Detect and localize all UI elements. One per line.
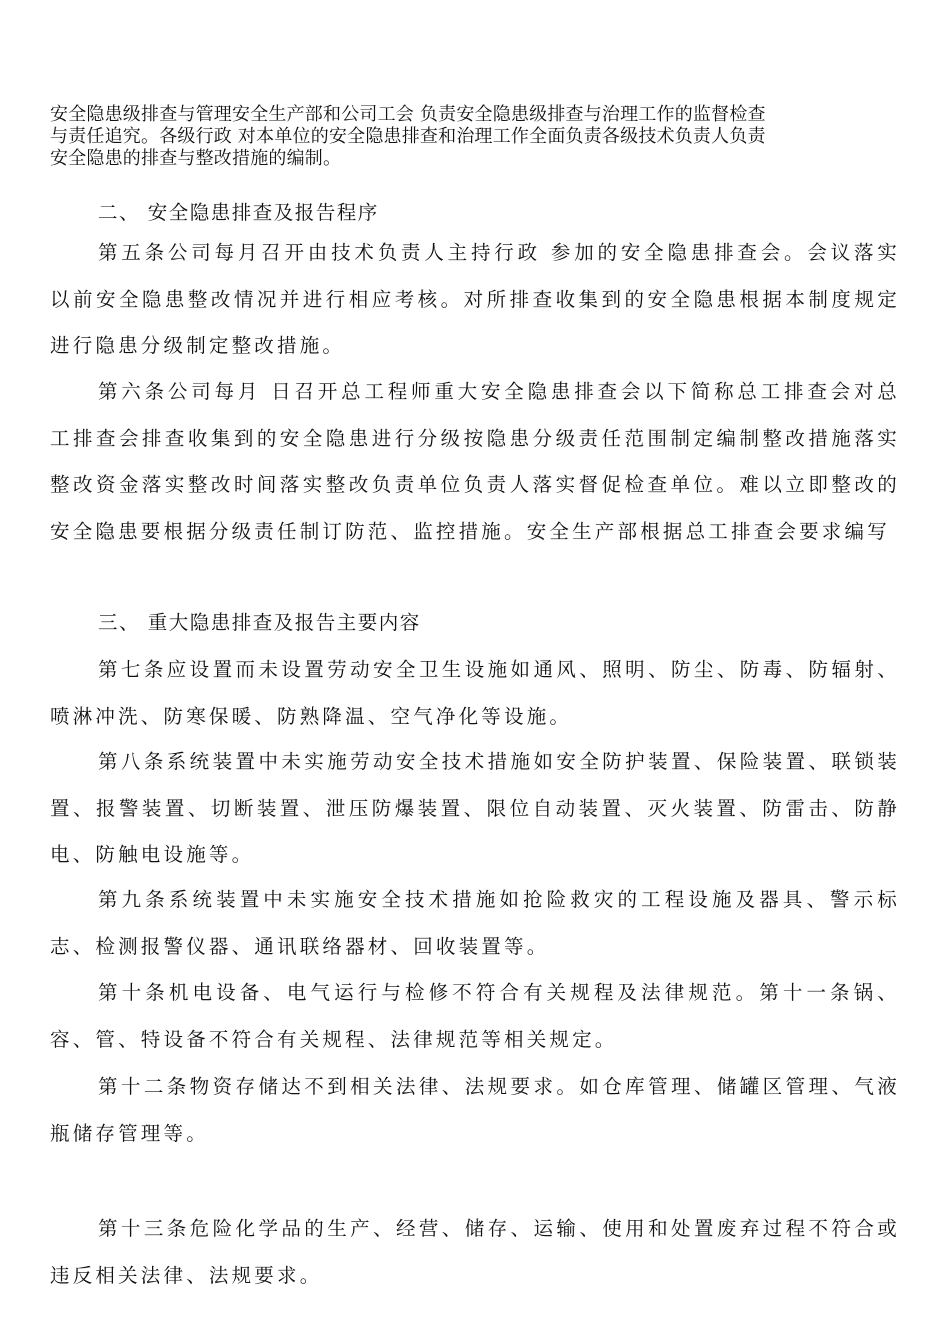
section-2-heading: 二、 安全隐患排查及报告程序	[98, 201, 379, 224]
article-7-paragraph: 第七条应设置而未设置劳动安全卫生设施如通风、照明、防尘、防毒、防辐射、喷淋冲洗、防寒保暖、防熟降温、空气净化等设施。	[50, 658, 900, 728]
article-8-paragraph: 第八条系统装置中未实施劳动安全技术措施如安全防护装置、保险装置、联锁装置、报警装置、切断装置、泄压防爆装置、限位自动装置、灭火装置、防雷击、防静电、防触电设施等。	[50, 750, 900, 866]
article-9-paragraph: 第九条系统装置中未实施安全技术措施如抢险救灾的工程设施及器具、警示标志、检测报警仪器、通讯联络器材、回收装置等。	[50, 888, 900, 958]
article-12-paragraph: 第十二条物资存储达不到相关法律、法规要求。如仓库管理、储罐区管理、气液瓶储存管理等。	[50, 1075, 900, 1145]
article-10-11-paragraph: 第十条机电设备、电气运行与检修不符合有关规程及法律规范。第十一条锅、容、管、特设备不符合有关规程、法律规范等相关规定。	[50, 981, 900, 1051]
section-3-heading: 三、 重大隐患排查及报告主要内容	[98, 611, 421, 634]
article-6-paragraph: 第六条公司每月 日召开总工程师重大安全隐患排查会以下简称总工排查会对总工排查会排查收集到的安全隐患进行分级按隐患分级责任范围制定编制整改措施落实整改资金落实整改时间落实整改负责单位负责人落实督促检查单位。难以立即整改的安全隐患要根据分级责任制订防范、监控措施。安全生产部根据总工排查会要求编写	[50, 380, 900, 543]
article-13-paragraph: 第十三条危险化学品的生产、经营、储存、运输、使用和处置废弃过程不符合或违反相关法律、法规要求。	[50, 1217, 900, 1287]
intro-paragraph: 安全隐患级排查与管理安全生产部和公司工会 负责安全隐患级排查与治理工作的监督检查与责任追究。各级行政 对本单位的安全隐患排查和治理工作全面负责各级技术负责人负责安全隐患的排查与整改措施的编制。	[50, 104, 766, 169]
article-5-paragraph: 第五条公司每月召开由技术负责人主持行政 参加的安全隐患排查会。会议落实以前安全隐患整改情况并进行相应考核。对所排查收集到的安全隐患根据本制度规定进行隐患分级制定整改措施。	[50, 241, 900, 357]
